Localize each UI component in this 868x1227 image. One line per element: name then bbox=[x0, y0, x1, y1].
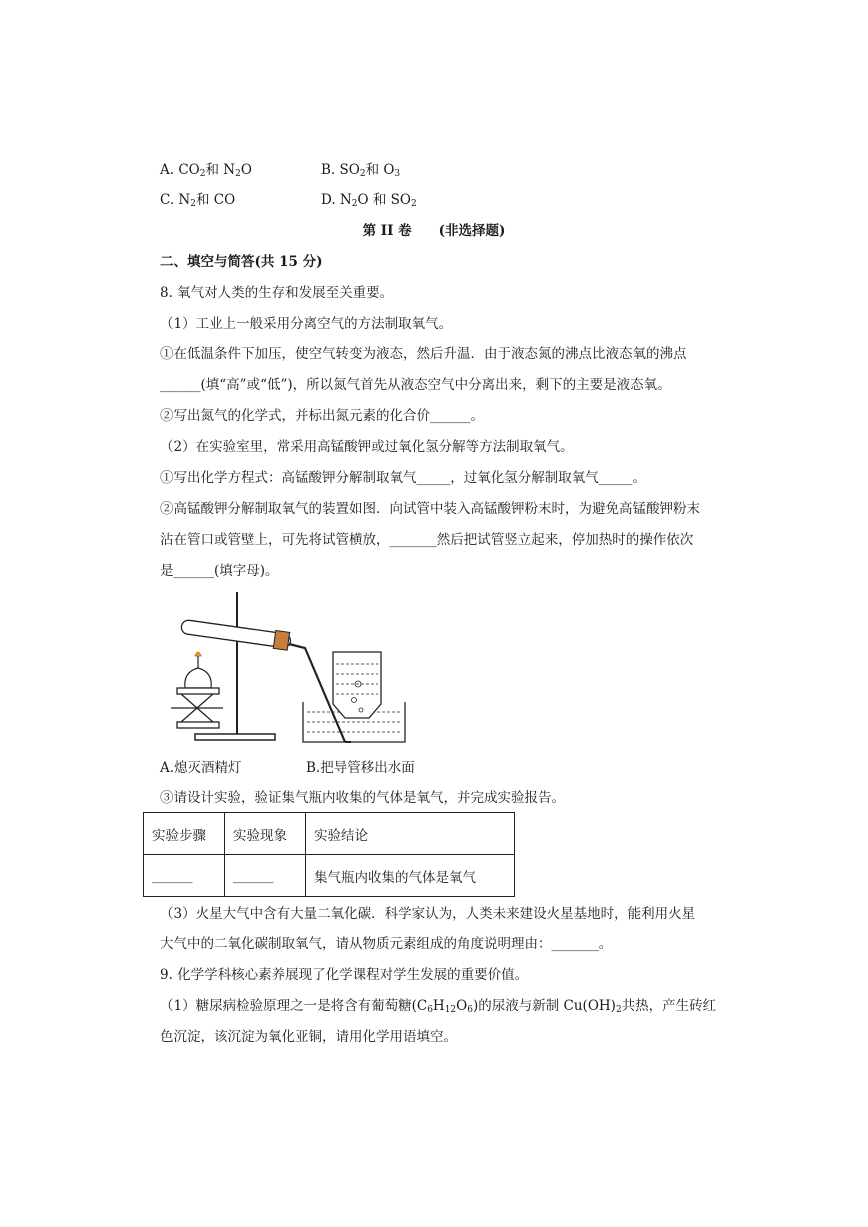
option-d: D. $N_2O$ 和 $SO_2$ bbox=[321, 192, 417, 209]
q8-part2-b-line3: 是______(填字母)。 bbox=[160, 563, 279, 579]
q8-part1-a-cont: ______(填“高”或“低”)，所以氮气首先从液态空气中分离出来，剩下的主要是液态氧。 bbox=[160, 377, 671, 393]
q8-part1-b: ②写出氮气的化学式，并标出氮元素的化合价______。 bbox=[160, 408, 484, 424]
label-b: B.把导管移出水面 bbox=[306, 760, 415, 776]
part-title: 第 II 卷 (非选择题) bbox=[362, 223, 506, 239]
q8-stem: 8. 氧气对人类的生存和发展至关重要。 bbox=[160, 285, 394, 301]
oxygen-apparatus-diagram bbox=[155, 592, 415, 752]
option-c: C. $N_2$和 CO bbox=[160, 192, 236, 209]
table-cell: 集气瓶内收集的气体是氧气 bbox=[306, 855, 515, 897]
table-cell: ______ bbox=[225, 855, 306, 897]
option-b: B. $SO_2$和 $O_3$ bbox=[321, 162, 401, 179]
table-cell: ______ bbox=[144, 855, 225, 897]
section-title: 二、填空与简答(共 15 分) bbox=[160, 254, 323, 270]
q8-part2-b-line2: 沾在管口或管壁上，可先将试管横放，_______然后把试管竖立起来，停加热时的操作依次 bbox=[160, 532, 694, 548]
lab-jack bbox=[171, 688, 223, 728]
q9-part1-line1: （1）糖尿病检验原理之一是将含有葡萄糖$(C_6H_{12}O_6)$的尿液与新制 $Cu(OH)_2$共热，产生砖红 bbox=[160, 998, 717, 1015]
q8-part2: （2）在实验室里，常采用高锰酸钾或过氧化氢分解等方法制取氧气。 bbox=[160, 439, 574, 455]
test-tube bbox=[180, 617, 291, 650]
table-row bbox=[144, 855, 515, 897]
q8-part1-a: ①在低温条件下加压，使空气转变为液态，然后升温．由于液态氮的沸点比液态氧的沸点 bbox=[160, 346, 687, 362]
option-a: A. $CO_2$和 $N_2O$ bbox=[160, 162, 252, 179]
label-a: A.熄灭酒精灯 bbox=[160, 760, 242, 776]
q8-part3-line2: 大气中的二氧化碳制取氧气，请从物质元素组成的角度说明理由：_______。 bbox=[160, 936, 613, 952]
q8-part2-b-line1: ②高锰酸钾分解制取氧气的装置如图．向试管中装入高锰酸钾粉末时，为避免高锰酸钾粉末 bbox=[160, 501, 700, 517]
experiment-report-table bbox=[143, 812, 515, 897]
stopper bbox=[273, 630, 289, 650]
q8-part2-c: ③请设计实验，验证集气瓶内收集的气体是氧气，并完成实验报告。 bbox=[160, 790, 565, 806]
table-header-row bbox=[144, 813, 515, 855]
stand-base bbox=[195, 734, 275, 740]
q8-part3-line1: （3）火星大气中含有大量二氧化碳．科学家认为，人类未来建设火星基地时，能利用火星 bbox=[160, 906, 696, 922]
table-header: 实验步骤 bbox=[144, 813, 225, 855]
q9-stem: 9. 化学学科核心素养展现了化学课程对学生发展的重要价值。 bbox=[160, 967, 529, 983]
alcohol-lamp bbox=[185, 652, 211, 688]
q8-part1: （1）工业上一般采用分离空气的方法制取氧气。 bbox=[160, 316, 453, 332]
gas-collecting-bottle bbox=[333, 652, 381, 718]
q9-part1-line2: 色沉淀，该沉淀为氧化亚铜，请用化学用语填空。 bbox=[160, 1029, 457, 1045]
table-header: 实验结论 bbox=[306, 813, 515, 855]
table-header: 实验现象 bbox=[225, 813, 306, 855]
q8-part2-a: ①写出化学方程式：高锰酸钾分解制取氧气_____，过氧化氢分解制取氧气_____。 bbox=[160, 470, 646, 486]
